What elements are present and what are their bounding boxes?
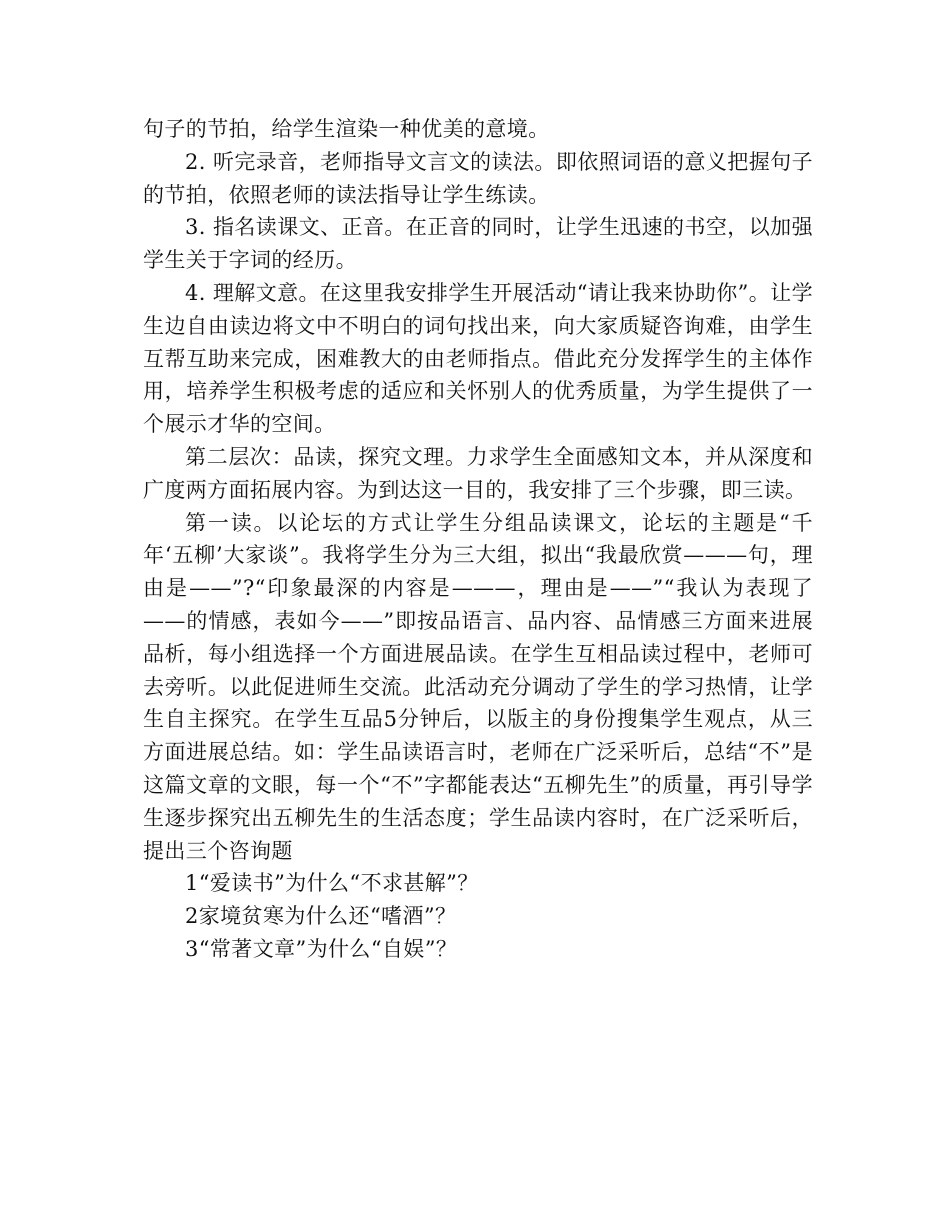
paragraph-step-4: 4. 理解文意。在这里我安排学生开展活动“请让我来协助你”。让学生边自由读边将文中不明白的词句找出来，向大家质疑咨询难，由学生互帮互助来完成，困难教大的由老师指点。借此充分发挥学生的主体作用，培养学生积极考虑的适应和关怀别人的优秀质量，为学生提供了一个展示才华的空间。 [143,280,813,437]
paragraph-continuation: 句子的节拍，给学生渲染一种优美的意境。 [143,117,550,141]
paragraph-step-3: 3. 指名读课文、正音。在正音的同时，让学生迅速的书空，以加强学生关于字词的经历。 [143,215,813,273]
paragraph-step-2: 2. 听完录音，老师指导文言文的读法。即依照词语的意义把握句子的节拍，依照老师的读法指导让学生练读。 [143,149,813,207]
question-item-1: 1“爱读书”为什么“不求甚解”？ [185,871,479,896]
question-item-2: 2家境贫寒为什么还“嗜酒”？ [185,904,457,929]
document-body [143,113,813,966]
question-item-3: 3“常著文章”为什么“自娱”？ [185,936,458,961]
paragraph-first-reading: 第一读。以论坛的方式让学生分组品读课文，论坛的主题是“千年‘五柳’大家谈”。我将学生分为三大组，拟出“我最欣赏———句，理由是——”?“印象最深的内容是———，理由是——”“我认为表现了——的情感，表如今——”即按品语言、品内容、品情感三方面来进展品析，每小组选择一个方面进展品读。在学生互相品读过程中，老师可去旁听。以此促进师生交流。此活动充分调动了学生的学习热情，让学生自主探究。在学生互品5分钟后，以版主的身份搜集学生观点，从三方面进展总结。如：学生品读语言时，老师在广泛采听后，总结“不”是这篇文章的文眼，每一个“不”字都能表达“五柳先生”的质量，再引导学生逐步探究出五柳先生的生活态度；学生品读内容时，在广泛采听后，提出三个咨询题 [143,510,813,863]
paragraph-second-level: 第二层次：品读，探究文理。力求学生全面感知文本，并从深度和广度两方面拓展内容。为到达这一目的，我安排了三个步骤，即三读。 [143,444,813,502]
